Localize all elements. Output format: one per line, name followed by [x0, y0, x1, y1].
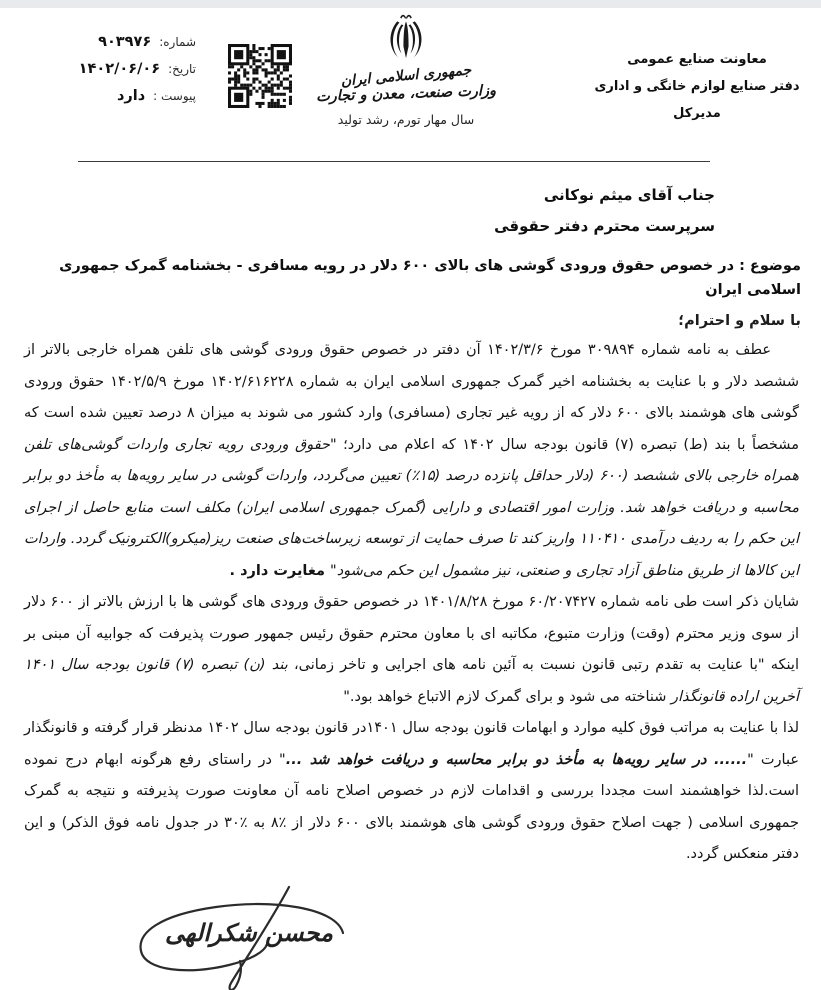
signature-icon: [111, 881, 371, 990]
meta-number-row: [36, 34, 196, 50]
p1-run-quote-italic: "حقوق ورودی رویه تجاری واردات گوشی‌های تلفن همراه خارجی بالای ششصد (۶۰۰ (دلار حداقل پانزده درصد (۱۵٪) تعیین می‌گردد، واردات گوشی در سایر رویه‌ها به مأخذ دو برابر محاسبه و دریافت خواهد شد. وزارت امور اقتصادی و دارایی (گمرک جمهوری اسلامی ایران) مکلف است منابع حاصل از اجرای این حکم را به ردیف درآمدی ۱۱۰۴۱۰ واریز کند تا صرف حمایت از توسعه زیرساخت‌های صنعت ریز(میکرو)الکترونیک گردد. واردات این کالاها از طریق مناطق آزاد تجاری و صنعتی، نیز مشمول این حکم می‌شود": [24, 436, 800, 579]
letterhead-department: [587, 46, 807, 127]
meta-date-row: [36, 61, 196, 77]
date-label: تاریخ:: [168, 62, 196, 76]
iran-emblem-icon: [384, 12, 428, 66]
letter-meta: [36, 34, 196, 115]
meta-attachment-row: [36, 88, 196, 104]
salutation: با سلام و احترام؛: [678, 313, 801, 329]
number-label: شماره:: [159, 35, 196, 49]
signature-name: محسن شکرالهی: [164, 918, 334, 947]
letter-content: [0, 168, 821, 990]
p2-run-normal-2: شناخته می شود و برای گمرک لازم الاتباع خواهد بود.": [343, 688, 672, 705]
department-line2: دفتر صنایع لوازم خانگی و اداری: [594, 79, 800, 94]
letterhead-center: [300, 12, 512, 127]
letter-paragraphs: [24, 335, 799, 871]
attachment-label: پیوست :: [153, 89, 196, 103]
country-title: جمهوری اسلامی ایران: [340, 62, 472, 90]
subject-line: موضوع : در خصوص حقوق ورودی گوشی های بالای ۶۰۰ دلار در رویه مسافری - بخشنامه گمرک جمهوری اسلامی ایران: [59, 258, 801, 298]
number-value: ۹۰۳۹۷۶: [98, 34, 152, 50]
ministry-title: وزارت صنعت، معدن و تجارت: [315, 82, 497, 106]
letterhead: [0, 8, 821, 168]
paragraph-3: [24, 713, 799, 871]
department-line3: مدیرکل: [673, 106, 721, 121]
p3-run-normal-2: " در راستای رفع هرگونه ابهام درج نموده است.لذا خواهشمند است مجددا بررسی و اقدامات لازم در خصوص اصلاح نامه آن معاونت صورت پذیرفته و نتیجه به گمرک جمهوری اسلامی ( جهت اصلاح حقوق ورودی گوشی های هوشمند بالای ۶۰۰ دلار از ٪۸ به ٪۳۰ در جدول نامه فوق الذکر) و این دفتر منعکس گردد.: [24, 751, 800, 862]
attachment-value: دارد: [116, 88, 146, 104]
department-line1: معاونت صنایع عمومی: [627, 52, 767, 67]
recipient-name: جناب آقای میثم نوکانی: [543, 186, 715, 204]
signature-block: [111, 881, 371, 990]
p1-run-bold: مغایرت دارد .: [229, 562, 331, 579]
date-value: ۱۴۰۲/۰۶/۰۶: [78, 61, 161, 77]
p1-run-normal: عطف به نامه شماره ۳۰۹۸۹۴ مورخ ۱۴۰۲/۳/۶ آن دفتر در خصوص حقوق ورودی گوشی های تلفن همراه خارجی بالاتر از ششصد دلار و با عنایت به بخشنامه اخیر گمرک جمهوری اسلامی ایران به شماره ۱۴۰۲/۶۱۶۲۲۸ مورخ ۱۴۰۲/۵/۹ حقوق ورودی گوشی های هوشمند بالای ۶۰۰ دلار که از رویه غیر تجاری (مسافری) وارد کشور می شوند به میزان ۸ درصد تعیین شده است که مشخصاً با بند (ط) تبصره (۷) قانون بودجه سال ۱۴۰۲ که اعلام می دارد؛: [24, 342, 799, 453]
p3-run-normal: لذا با عنایت به مراتب فوق کلیه موارد و ابهامات قانون بودجه سال ۱۴۰۱در قانون بودجه سال ۱۴۰۲ مدنظر قرار گرفته و قانونگذار عبارت ": [24, 720, 799, 768]
recipient-block: [0, 168, 821, 242]
header-divider: [78, 161, 710, 162]
qr-code-icon: [228, 44, 292, 108]
paragraph-2: [24, 587, 799, 713]
p2-run-normal: شایان ذکر است طی نامه شماره ۶۰/۲۰۷۴۲۷ مورخ ۱۴۰۱/۸/۲۸ در خصوص حقوق ورودی های گوشی ها با ارزش بالاتر از ۶۰۰ دلار از سوی وزیر محترم (وقت) وزارت متبوع، مکاتبه ای با معاون محترم حقوق رئیس جمهور صورت پذیرفت که جوابیه آن مبنی بر اینکه "با عنایت به تقدم رتبی قانون نسبت به آئین نامه های اجرایی و تاخر زمانی،: [24, 594, 799, 673]
p3-run-bold-italic: ...... در سایر رویه‌ها به مأخذ دو برابر محاسبه و دریافت خواهد شد ...: [285, 751, 748, 768]
year-slogan: سال مهار تورم، رشد تولید: [337, 112, 475, 127]
paragraph-1: [24, 335, 799, 587]
recipient-title: سرپرست محترم دفتر حقوقی: [494, 217, 715, 235]
p2-run-italic: بند (ن) تبصره (۷) قانون بودجه سال ۱۴۰۱ آخرین اراده قانونگذار: [24, 657, 799, 705]
